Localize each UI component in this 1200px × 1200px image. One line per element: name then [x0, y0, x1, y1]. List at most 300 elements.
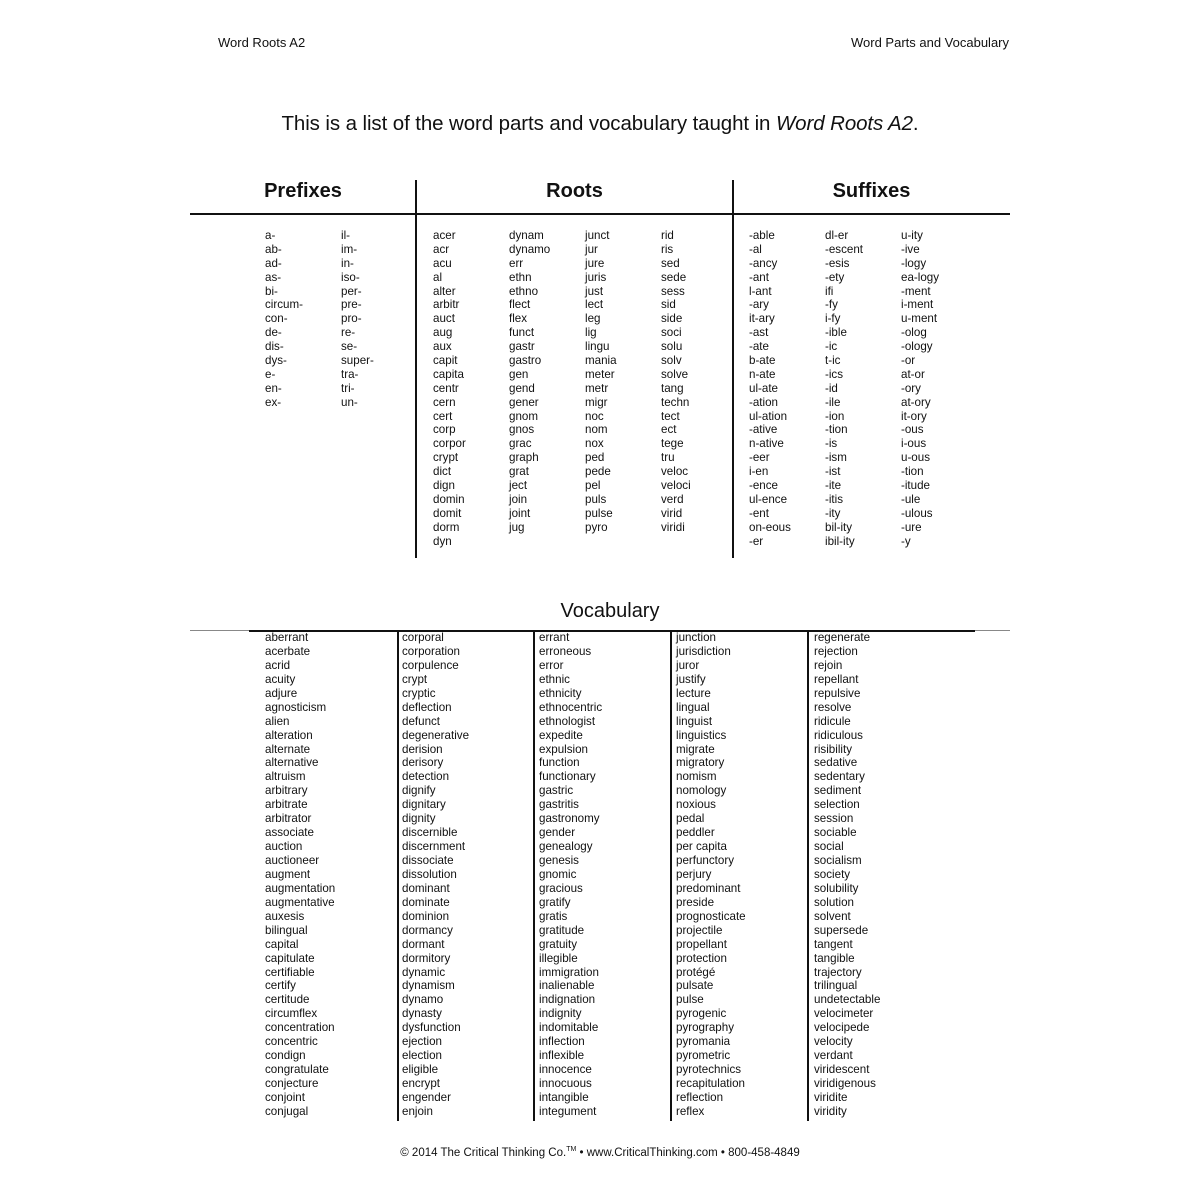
vocab-word: justify: [676, 672, 706, 686]
root: tang: [661, 381, 684, 395]
vocab-word: acuity: [265, 672, 296, 686]
suffix: on-eous: [749, 520, 791, 534]
footer-copyright: © 2014 The Critical Thinking Co.: [400, 1146, 567, 1159]
prefix: ex-: [265, 395, 282, 409]
suffix: -ible: [825, 326, 847, 340]
root: corpor: [433, 437, 466, 451]
vocab-word: dissociate: [402, 854, 454, 867]
root: ethno: [509, 284, 539, 298]
root: nox: [585, 437, 604, 451]
suffix: -ulous: [901, 506, 933, 520]
prefix: re-: [341, 326, 356, 340]
vocab-word: dynamic: [402, 965, 446, 979]
suffix: b-ate: [749, 354, 776, 368]
suffix: u-ity: [901, 229, 923, 242]
vocab-word: adjure: [265, 686, 298, 700]
vocab-word: capital: [265, 937, 299, 951]
prefix: im-: [341, 242, 358, 256]
vocab-word: sedative: [814, 756, 858, 770]
vocab-word: intangible: [539, 1090, 589, 1104]
vocab-word: pulsate: [676, 979, 714, 993]
root: capit: [433, 354, 458, 368]
vocab-word: auxesis: [265, 909, 305, 923]
vocab-word: inalienable: [539, 979, 595, 993]
vocab-word: discernment: [402, 840, 466, 854]
root: leg: [585, 312, 601, 326]
root: err: [509, 256, 524, 270]
vocab-word: projectile: [676, 923, 723, 937]
root: tege: [661, 437, 684, 451]
root: gnom: [509, 409, 539, 423]
root: dict: [433, 465, 452, 479]
root-column: [433, 229, 466, 548]
vocab-word: recapitulation: [676, 1077, 745, 1090]
vocab-word: genesis: [539, 854, 579, 867]
root: migr: [585, 395, 608, 409]
vocab-word: function: [539, 756, 580, 770]
root: sede: [661, 270, 687, 284]
suffix: -ology: [901, 340, 933, 354]
root: al: [433, 270, 443, 284]
root: techn: [661, 395, 690, 409]
root: aux: [433, 340, 452, 354]
intro-book-title: Word Roots A2: [775, 112, 913, 135]
root: gastr: [509, 340, 535, 354]
vocab-word: linguist: [676, 714, 713, 728]
prefix: un-: [341, 395, 358, 409]
prefix: circum-: [265, 298, 303, 312]
vocab-word: gender: [539, 826, 576, 840]
trademark-symbol: TM: [566, 1146, 577, 1153]
vocab-word: predominant: [676, 881, 741, 895]
prefix: super-: [341, 354, 374, 368]
vocab-word: nomism: [676, 770, 717, 784]
vocab-word: indomitable: [539, 1021, 599, 1035]
vocab-word: nomology: [676, 784, 727, 798]
prefix: ab-: [265, 242, 282, 256]
root: ped: [585, 451, 605, 465]
root: pede: [585, 465, 611, 479]
root: mania: [585, 354, 617, 368]
root: gener: [509, 395, 539, 409]
vocab-word: verdant: [814, 1049, 853, 1063]
vocab-word: per capita: [676, 840, 727, 854]
suffix: ul-ate: [749, 381, 779, 395]
suffix: u-ous: [901, 451, 931, 465]
root: ris: [661, 242, 674, 256]
vocab-word: rejection: [814, 644, 858, 658]
vocab-word: dominant: [402, 881, 450, 895]
vocabulary-heading: Vocabulary: [560, 600, 660, 622]
prefix: pre-: [341, 298, 362, 312]
suffix: l-ant: [749, 284, 772, 298]
root: grat: [509, 465, 529, 479]
root: acr: [433, 242, 450, 256]
prefix: en-: [265, 381, 282, 395]
vocab-word: illegible: [539, 951, 578, 965]
suffix: -ite: [825, 479, 842, 493]
prefix: se-: [341, 340, 358, 354]
suffix: i-fy: [825, 312, 841, 326]
vocab-word: auction: [265, 840, 303, 854]
vocab-word: altruism: [265, 770, 306, 784]
vocab-word: gratis: [539, 909, 568, 923]
vocab-word: dynasty: [402, 1007, 442, 1021]
suffix: -tion: [825, 423, 848, 437]
suffix: dl-er: [825, 229, 849, 242]
suffix: -ative: [749, 423, 778, 437]
vocab-word: pyrotechnics: [676, 1063, 742, 1077]
vocab-word: expedite: [539, 728, 583, 742]
vocab-word: certitude: [265, 993, 310, 1007]
vocab-word: dynamo: [402, 993, 444, 1007]
vocab-word: velocity: [814, 1035, 853, 1049]
suffix: -ast: [749, 326, 769, 340]
vocab-word: auctioneer: [265, 854, 320, 867]
prefix: in-: [341, 256, 354, 270]
header-book-title: Word Roots A2: [218, 35, 306, 50]
suffix: -eer: [749, 451, 770, 465]
root: sed: [661, 256, 680, 270]
vocab-word: viridite: [814, 1090, 848, 1104]
vocab-column-divider: [533, 631, 535, 1121]
vocab-word: repellant: [814, 672, 859, 686]
vocab-word: ridicule: [814, 714, 851, 728]
suffix: -ety: [825, 270, 845, 284]
suffix: -able: [749, 229, 775, 242]
root: solu: [661, 340, 683, 354]
intro-sentence: [0, 112, 1200, 136]
suffix: -ule: [901, 492, 921, 506]
suffix: -y: [901, 534, 911, 548]
suffix: -ate: [749, 340, 769, 354]
prefix: dys-: [265, 354, 287, 368]
root: dynam: [509, 229, 544, 242]
suffix: -ity: [825, 506, 841, 520]
suffix: -itis: [825, 492, 844, 506]
suffix: -al: [749, 242, 762, 256]
vocab-word: ethnicity: [539, 686, 582, 700]
vocab-word: undetectable: [814, 993, 881, 1007]
vocab-word: acerbate: [265, 644, 311, 658]
vocab-word: migrate: [676, 742, 715, 756]
vocab-word: gratify: [539, 895, 571, 909]
vocab-word: trajectory: [814, 965, 862, 979]
suffix: t-ic: [825, 354, 841, 368]
suffix: -ation: [749, 395, 779, 409]
root: arbitr: [433, 298, 460, 312]
vocab-word: dominion: [402, 909, 450, 923]
suffix-column: [749, 229, 791, 548]
vocab-word: ethnologist: [539, 714, 596, 728]
vocab-word: indignation: [539, 993, 596, 1007]
vocab-word: alteration: [265, 728, 313, 742]
prefix: ad-: [265, 256, 282, 270]
root: cern: [433, 395, 456, 409]
vocab-word: augmentation: [265, 881, 336, 895]
root-column: [585, 229, 617, 535]
vocab-word: propellant: [676, 937, 727, 951]
suffix: ifi: [825, 284, 834, 298]
root: crypt: [433, 451, 459, 465]
vocab-word: tangible: [814, 951, 855, 965]
vocab-word: risibility: [814, 742, 853, 756]
prefix-column: [265, 229, 303, 410]
vocab-word: rejoin: [814, 658, 843, 672]
vocab-word: discernible: [402, 826, 458, 840]
root: tru: [661, 451, 675, 465]
vocab-word: dignify: [402, 784, 436, 798]
root: gend: [509, 381, 535, 395]
vocab-word: trilingual: [814, 979, 858, 993]
vocab-word: peddler: [676, 826, 715, 840]
vocab-word: arbitrate: [265, 798, 308, 812]
vocab-word: certify: [265, 979, 296, 993]
suffix: -esis: [825, 256, 850, 270]
suffix: -ist: [825, 465, 841, 479]
root: gen: [509, 367, 529, 381]
suffix: i-ment: [901, 298, 934, 312]
vocab-word: alternate: [265, 742, 311, 756]
root: just: [585, 284, 604, 298]
vocab-word: degenerative: [402, 728, 470, 742]
header-section-title: Word Parts and Vocabulary: [850, 35, 1009, 50]
root: solve: [661, 367, 689, 381]
vocab-word: session: [814, 812, 854, 826]
root: sess: [661, 284, 685, 298]
suffix: -ive: [901, 242, 920, 256]
root: domin: [433, 492, 465, 506]
root: lingu: [585, 340, 610, 354]
vocab-word: dignity: [402, 812, 436, 826]
root: jur: [585, 242, 598, 256]
vocab-word: supersede: [814, 923, 869, 937]
vocab-word: lecture: [676, 686, 711, 700]
prefix: tri-: [341, 381, 355, 395]
root: ect: [661, 423, 677, 437]
prefix: pro-: [341, 312, 362, 326]
vocab-column: [265, 631, 335, 1119]
suffix: -er: [749, 534, 764, 548]
vocab-word: bilingual: [265, 923, 308, 937]
prefix: con-: [265, 312, 288, 326]
vocab-word: linguistics: [676, 728, 727, 742]
root: noc: [585, 409, 604, 423]
vocab-column: [402, 631, 469, 1119]
vocab-word: immigration: [539, 965, 599, 979]
vocab-word: corporal: [402, 631, 444, 644]
vocab-word: perjury: [676, 867, 712, 881]
vocab-word: certifiable: [265, 965, 315, 979]
suffix: it-ory: [901, 409, 927, 423]
vocab-word: genealogy: [539, 840, 593, 854]
vocab-word: dignitary: [402, 798, 446, 812]
root: rid: [661, 229, 674, 242]
suffix-column: [825, 229, 863, 548]
root: joint: [509, 506, 531, 520]
root: lig: [585, 326, 597, 340]
vocab-column-divider: [670, 631, 672, 1121]
root: pulse: [585, 506, 613, 520]
prefix: il-: [341, 229, 351, 242]
root: gnos: [509, 423, 535, 437]
vocab-word: associate: [265, 826, 314, 840]
vocab-word: prognosticate: [676, 909, 746, 923]
vocab-word: dominate: [402, 895, 450, 909]
root: gastro: [509, 354, 542, 368]
prefix: iso-: [341, 270, 360, 284]
prefix: as-: [265, 270, 282, 284]
root: dorm: [433, 520, 460, 534]
footer-contact: • www.CriticalThinking.com • 800-458-4849: [576, 1146, 800, 1159]
suffix: -ous: [901, 423, 924, 437]
vocab-word: congratulate: [265, 1063, 329, 1077]
root: flect: [509, 298, 531, 312]
suffix: -ory: [901, 381, 921, 395]
vocab-word: protection: [676, 951, 727, 965]
suffix: ul-ence: [749, 492, 788, 506]
vocab-word: inflection: [539, 1035, 585, 1049]
vocab-word: society: [814, 867, 851, 881]
vocab-word: eligible: [402, 1063, 439, 1077]
suffixes-heading: Suffixes: [832, 180, 911, 202]
vocab-word: derision: [402, 742, 443, 756]
root: virid: [661, 506, 683, 520]
root: verd: [661, 492, 684, 506]
root: cert: [433, 409, 453, 423]
vocab-word: regenerate: [814, 631, 871, 644]
suffix: -logy: [901, 256, 927, 270]
vocab-word: functionary: [539, 770, 596, 784]
vocab-word: velocipede: [814, 1021, 870, 1035]
root: jure: [585, 256, 605, 270]
vocab-word: dormant: [402, 937, 445, 951]
vocab-word: gastric: [539, 784, 574, 798]
vocab-word: defunct: [402, 714, 441, 728]
suffix: u-ment: [901, 312, 938, 326]
vocab-word: erroneous: [539, 644, 592, 658]
vocab-word: pedal: [676, 812, 705, 826]
vocab-column-divider: [807, 631, 809, 1121]
root: puls: [585, 492, 607, 506]
root: sid: [661, 298, 676, 312]
word-parts-header-rule: [190, 213, 1010, 215]
root: join: [509, 492, 528, 506]
root: graph: [509, 451, 539, 465]
prefix: dis-: [265, 340, 284, 354]
vocab-word: encrypt: [402, 1077, 441, 1090]
suffix: -ile: [825, 395, 841, 409]
root: capita: [433, 367, 464, 381]
vocab-word: reflex: [676, 1104, 705, 1118]
vocab-word: tangent: [814, 937, 853, 951]
root: grac: [509, 437, 532, 451]
vocab-column-divider: [397, 631, 399, 1121]
vocab-word: solvent: [814, 909, 851, 923]
vocab-word: dysfunction: [402, 1021, 461, 1035]
vocab-column: [539, 631, 602, 1119]
suffix: -ancy: [749, 256, 778, 270]
vocab-word: derisory: [402, 756, 444, 770]
suffix: at-ory: [901, 395, 931, 409]
vocab-word: protégé: [676, 965, 716, 979]
vocab-word: pyromania: [676, 1035, 731, 1049]
prefixes-heading: Prefixes: [264, 180, 342, 202]
prefix: a-: [265, 229, 276, 242]
suffix: -id: [825, 381, 838, 395]
vocab-word: ethnocentric: [539, 700, 603, 714]
root: alter: [433, 284, 456, 298]
root: auct: [433, 312, 455, 326]
vocab-word: crypt: [402, 672, 428, 686]
suffix: ibil-ity: [825, 534, 855, 548]
vocab-word: velocimeter: [814, 1007, 874, 1021]
vocab-word: conjugal: [265, 1104, 309, 1118]
root-column: [509, 229, 550, 535]
vocab-column: [814, 631, 880, 1119]
vocab-word: dormitory: [402, 951, 451, 965]
vocab-word: juror: [676, 658, 700, 672]
suffix: -ment: [901, 284, 931, 298]
suffix: i-en: [749, 465, 769, 479]
vocab-word: social: [814, 840, 844, 854]
root: acu: [433, 256, 452, 270]
vocab-word: acrid: [265, 658, 291, 672]
suffix: -ure: [901, 520, 922, 534]
root: acer: [433, 229, 456, 242]
vocab-word: solubility: [814, 881, 859, 895]
prefix-column: [341, 229, 374, 410]
root: soci: [661, 326, 682, 340]
vocab-word: pyrometric: [676, 1049, 731, 1063]
root: veloc: [661, 465, 689, 479]
vocab-word: ethnic: [539, 672, 570, 686]
root: centr: [433, 381, 459, 395]
suffix: -fy: [825, 298, 838, 312]
vocab-word: corporation: [402, 644, 461, 658]
vocab-word: gastronomy: [539, 812, 600, 826]
vocab-word: corpulence: [402, 658, 459, 672]
roots-heading: Roots: [546, 180, 603, 202]
vocab-word: detection: [402, 770, 450, 784]
vocab-word: perfunctory: [676, 854, 734, 867]
vocab-word: preside: [676, 895, 715, 909]
suffix: bil-ity: [825, 520, 853, 534]
vocab-word: gracious: [539, 881, 583, 895]
vocab-word: aberrant: [265, 631, 309, 644]
root: pel: [585, 479, 601, 493]
vocab-word: ejection: [402, 1035, 442, 1049]
vocab-word: repulsive: [814, 686, 861, 700]
vocab-word: condign: [265, 1049, 306, 1063]
prefix-roots-divider: [415, 180, 417, 558]
vocab-word: ridiculous: [814, 728, 863, 742]
vocab-word: viridigenous: [814, 1077, 876, 1090]
root: corp: [433, 423, 456, 437]
vocab-word: gratuity: [539, 937, 578, 951]
vocab-word: noxious: [676, 798, 716, 812]
root: ethn: [509, 270, 532, 284]
roots-suffixes-divider: [732, 180, 734, 558]
root: funct: [509, 326, 535, 340]
root: dyn: [433, 534, 452, 548]
vocab-word: viridity: [814, 1104, 847, 1118]
root: aug: [433, 326, 453, 340]
prefix: per-: [341, 284, 362, 298]
vocab-word: concentric: [265, 1035, 318, 1049]
vocab-word: conjecture: [265, 1077, 319, 1090]
root: tect: [661, 409, 680, 423]
